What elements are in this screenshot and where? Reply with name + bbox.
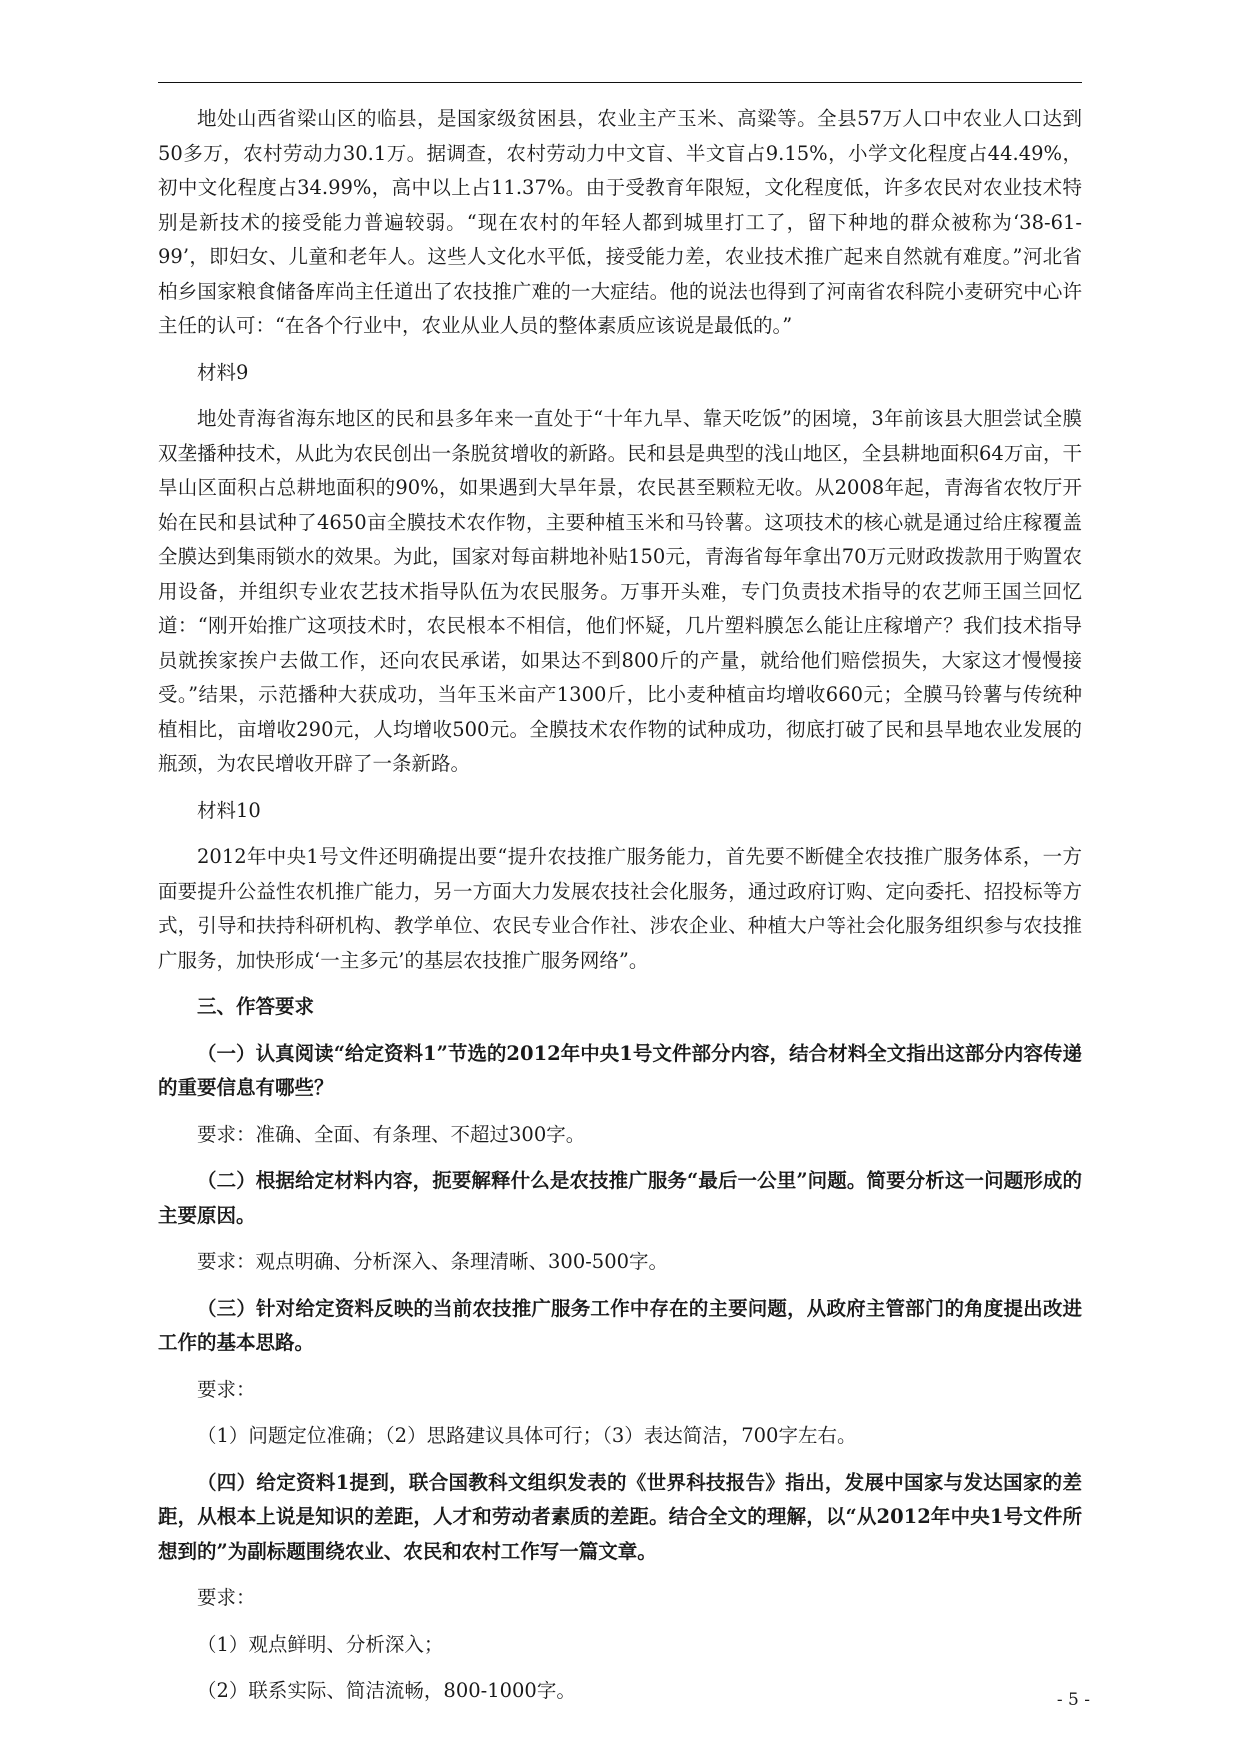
question-4-requirement-1: （1）观点鲜明、分析深入； — [197, 1632, 444, 1656]
heading-material-9: 材料9 — [197, 360, 249, 384]
question-1-requirement: 要求：准确、全面、有条理、不超过300字。 — [197, 1122, 586, 1146]
question-2-requirement: 要求：观点明确、分析深入、条理清晰、300-500字。 — [197, 1250, 669, 1273]
question-3-requirement-detail: （1）问题定位准确；（2）思路建议具体可行；（3）表达简洁，700字左右。 — [197, 1424, 857, 1447]
paragraph-minhe: 地处青海省海东地区的民和县多年来一直处于“十年九旱、靠天吃饭”的困境，3年前该县大胆尝试全膜双垄播种技术，从此为农民创出一条脱贫增收的新路。民和县是典型的浅山地区，全县耕地面积64万亩，干旱山区面积占总耕地面积的90%，如果遇到大旱年景，农民甚至颗粒无收。从2008年起，青海省农牧厅开始在民和县试种了4650亩全膜技术农作物，主要种植玉米和马铃薯。这项技术的核心就是通过给庄稼覆盖全膜达到集雨锁水的效果。为此，国家对每亩耕地补贴150元，青海省每年拿出70万元财政拨款用于购置农用设备，并组织专业农艺技术指导队伍为农民服务。万事开头难，专门负责技术指导的农艺师王国兰回忆道：“刚开始推广这项技术时，农民根本不相信，他们怀疑，几片塑料膜怎么能让庄稼增产？我们技术指导员就挨家挨户去做工作，还向农民承诺，如果达不到800斤的产量，就给他们赔偿损失，大家这才慢慢接受。”结果，示范播种大获成功，当年玉米亩产1300斤，比小麦种植亩均增收660元；全膜马铃薯与传统种植相比，亩增收290元，人均增收500元。全膜技术农作物的试种成功，彻底打破了民和县旱地农业发展的瓶颈，为农民增收开辟了一条新路。 — [158, 407, 1082, 775]
document-body — [158, 102, 1082, 1721]
heading-material-10: 材料10 — [197, 798, 261, 822]
question-4: （四）给定资料1提到，联合国教科文组织发表的《世界科技报告》指出，发展中国家与发达国家的差距，从根本上说是知识的差距，人才和劳动者素质的差距。结合全文的理解，以“从2012年中央1号文件所想到的”为副标题围绕农业、农民和农村工作写一篇文章。 — [158, 1470, 1082, 1563]
question-4-requirement-label: 要求： — [197, 1586, 256, 1609]
paragraph-document-2012: 2012年中央1号文件还明确提出要“提升农技推广服务能力，首先要不断健全农技推广服务体系，一方面要提升公益性农机推广能力，另一方面大力发展农技社会化服务，通过政府订购、定向委托、招投标等方式，引导和扶持科研机构、教学单位、农民专业合作社、涉农企业、种植大户等社会化服务组织参与农技推广服务，加快形成‘一主多元’的基层农技推广服务网络”。 — [158, 845, 1082, 972]
header-rule — [158, 82, 1082, 83]
question-3: （三）针对给定资料反映的当前农技推广服务工作中存在的主要问题，从政府主管部门的角度提出改进工作的基本思路。 — [158, 1296, 1082, 1354]
question-4-requirement-2: （2）联系实际、简洁流畅，800-1000字。 — [197, 1679, 576, 1702]
page-number: - 5 - — [1056, 1690, 1090, 1710]
question-1: （一）认真阅读“给定资料1”节选的2012年中央1号文件部分内容，结合材料全文指出这部分内容传递的重要信息有哪些？ — [158, 1041, 1082, 1099]
paragraph-linxian: 地处山西省梁山区的临县，是国家级贫困县，农业主产玉米、高粱等。全县57万人口中农业人口达到50多万，农村劳动力30.1万。据调查，农村劳动力中文盲、半文盲占9.15%，小学文化程度占44.49%，初中文化程度占34.99%，高中以上占11.37%。由于受教育年限短，文化程度低，许多农民对农业技术特别是新技术的接受能力普遍较弱。“现在农村的年轻人都到城里打工了，留下种地的群众被称为‘38-61-99’，即妇女、儿童和老年人。这些人文化水平低，接受能力差，农业技术推广起来自然就有难度。”河北省柏乡国家粮食储备库尚主任道出了农技推广难的一大症结。他的说法也得到了河南省农科院小麦研究中心许主任的认可：“在各个行业中，农业从业人员的整体素质应该说是最低的。” — [158, 107, 1082, 337]
question-3-requirement-label: 要求： — [197, 1377, 256, 1401]
section-heading-requirements: 三、作答要求 — [197, 995, 315, 1018]
question-2: （二）根据给定材料内容，扼要解释什么是农技推广服务“最后一公里”问题。简要分析这一问题形成的主要原因。 — [158, 1169, 1082, 1227]
